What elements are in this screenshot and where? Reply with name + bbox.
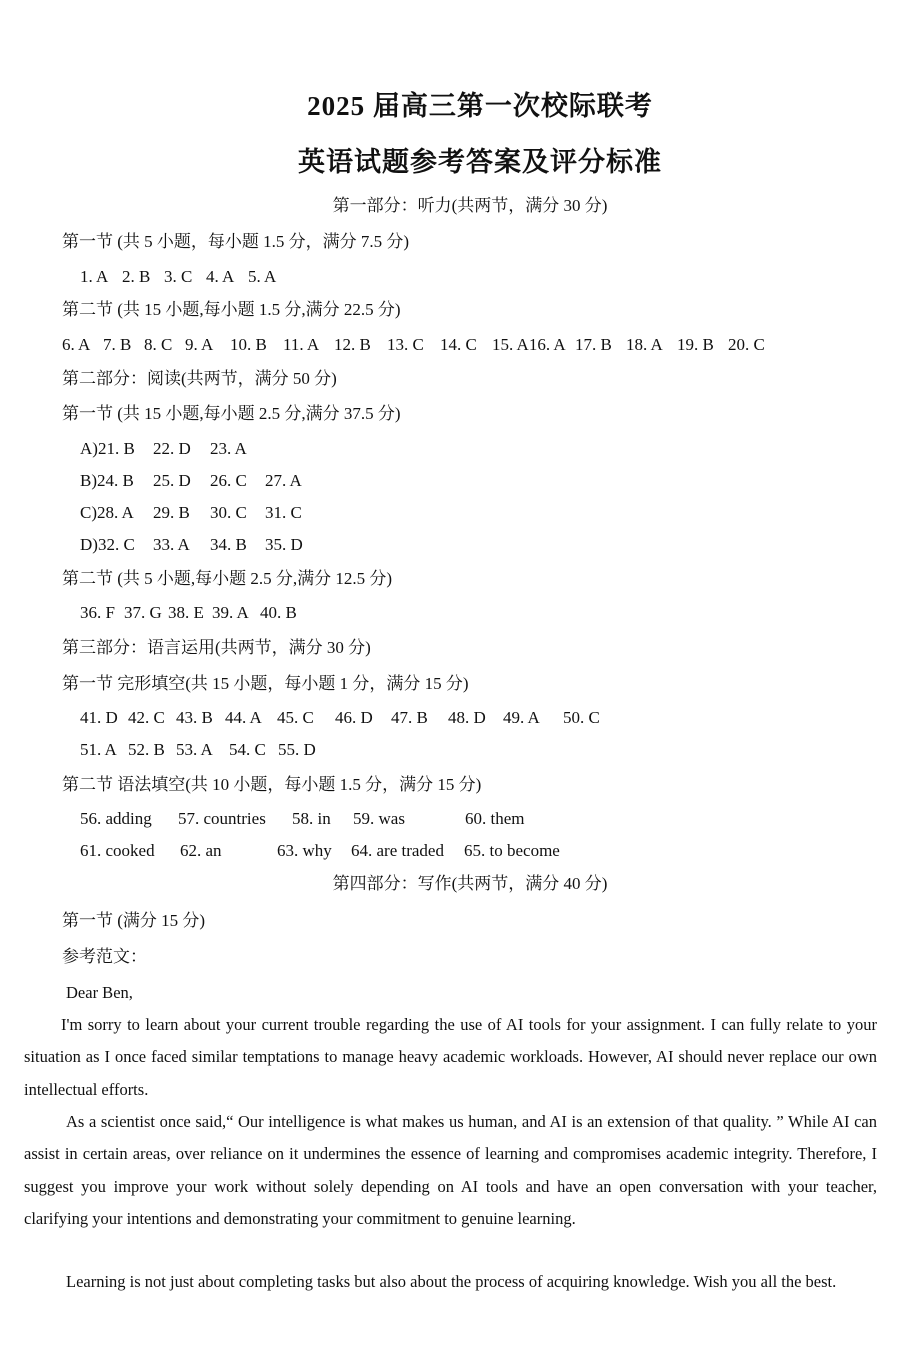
part1-section1-heading: 第一节 (共 5 小题，每小题 1.5 分，满分 7.5 分) (62, 232, 410, 251)
answer-item: 18. A (626, 335, 663, 354)
answer-item: 14. C (440, 335, 477, 354)
letter-paragraph-2: As a scientist once said,“ Our intelligence is what makes us human, and AI is an extension of that quality. ” While AI can assist in certain areas, over reliance on it undermines the essence of learning and compromises academic integrity. Therefore, I suggest you improve your work without solely depending on AI tools and have an open conversation with your teacher, clarifying your intentions and demonstrating your commitment to genuine learning. (24, 1112, 877, 1228)
part1-heading: 第一部分：听力(共两节，满分 30 分) (332, 196, 608, 215)
sample-essay-label: 参考范文： (62, 947, 147, 966)
letter-paragraph-3: Learning is not just about completing tasks but also about the process of acquiring knowledge. Wish you all the best. (66, 1272, 837, 1291)
part4-heading: 第四部分：写作(共两节，满分 40 分) (332, 874, 608, 893)
answer-item: 48. D (448, 708, 486, 727)
answer-item: 47. B (391, 708, 428, 727)
answer-item: 46. D (335, 708, 373, 727)
answer-item: 2. B (122, 267, 151, 286)
answer-item: 45. C (277, 708, 314, 727)
part1-section2-answers (62, 334, 765, 356)
part3-section2-heading: 第二节 语法填空(共 10 小题，每小题 1.5 分，满分 15 分) (62, 775, 482, 794)
cloze-row-2 (80, 739, 316, 761)
answer-item: 62. an (180, 841, 222, 860)
part1-section2-heading: 第二节 (共 15 小题,每小题 1.5 分,满分 22.5 分) (62, 300, 401, 319)
answer-item: 36. F (80, 603, 115, 622)
answer-item: 9. A (185, 335, 214, 354)
answer-item: 58. in (292, 809, 331, 828)
answer-item: 3. C (164, 267, 193, 286)
answer-item: 12. B (334, 335, 371, 354)
letter-paragraph-1: I'm sorry to learn about your current trouble regarding the use of AI tools for your assignment. I can fully relate to your situation as I once faced similar temptations to manage heavy academic workloads. However, AI should never replace our own intellectual efforts. (24, 1015, 877, 1099)
answer-item: 31. C (265, 503, 302, 522)
answer-item: 54. C (229, 740, 266, 759)
page-subtitle: 英语试题参考答案及评分标准 (298, 147, 662, 177)
answer-item: 42. C (128, 708, 165, 727)
answer-item: 23. A (210, 439, 247, 458)
answer-item: 64. are traded (351, 841, 444, 860)
reading-row-b (80, 470, 302, 492)
answer-item: 51. A (80, 740, 117, 759)
answer-item: 56. adding (80, 809, 152, 828)
answer-item: 19. B (677, 335, 714, 354)
grammar-row-1 (80, 808, 525, 830)
answer-item: 26. C (210, 471, 247, 490)
answer-item: C)28. A (80, 503, 134, 522)
answer-item: 30. C (210, 503, 247, 522)
answer-item: 59. was (353, 809, 405, 828)
grammar-row-2 (80, 840, 560, 862)
part2-section1-heading: 第一节 (共 15 小题,每小题 2.5 分,满分 37.5 分) (62, 404, 401, 423)
part3-heading: 第三部分：语言运用(共两节，满分 30 分) (62, 638, 371, 657)
answer-item: 7. B (103, 335, 132, 354)
answer-item: 17. B (575, 335, 612, 354)
answer-item: 4. A (206, 267, 235, 286)
answer-item: 8. C (144, 335, 173, 354)
cloze-row-1 (80, 707, 600, 729)
answer-item: 22. D (153, 439, 191, 458)
answer-item: 11. A (283, 335, 320, 354)
answer-item: 55. D (278, 740, 316, 759)
answer-item: 57. countries (178, 809, 266, 828)
answer-item: 60. them (465, 809, 525, 828)
answer-item: 13. C (387, 335, 424, 354)
answer-item: 6. A (62, 335, 91, 354)
answer-item: 39. A (212, 603, 249, 622)
answer-item: 35. D (265, 535, 303, 554)
letter-greeting: Dear Ben, (66, 983, 133, 1002)
page-title: 2025 届高三第一次校际联考 (307, 91, 653, 121)
part2-section2-heading: 第二节 (共 5 小题,每小题 2.5 分,满分 12.5 分) (62, 569, 393, 588)
answer-item: 53. A (176, 740, 213, 759)
answer-item: 10. B (230, 335, 267, 354)
answer-item: B)24. B (80, 471, 134, 490)
answer-item: 29. B (153, 503, 190, 522)
answer-item: 49. A (503, 708, 540, 727)
answer-item: 1. A (80, 267, 109, 286)
answer-item: 20. C (728, 335, 765, 354)
answer-item: 5. A (248, 267, 277, 286)
answer-item: 33. A (153, 535, 190, 554)
part1-section1-answers (80, 266, 276, 288)
part3-section1-heading: 第一节 完形填空(共 15 小题，每小题 1 分，满分 15 分) (62, 674, 469, 693)
answer-item: 40. B (260, 603, 297, 622)
reading-row-c (80, 502, 302, 524)
reading-row-a (80, 438, 247, 460)
answer-item: D)32. C (80, 535, 135, 554)
part4-section1-heading: 第一节 (满分 15 分) (62, 911, 206, 930)
answer-item: 41. D (80, 708, 118, 727)
answer-item: 43. B (176, 708, 213, 727)
answer-item: 27. A (265, 471, 302, 490)
answer-item: 63. why (277, 841, 332, 860)
answer-item: 37. G (124, 603, 162, 622)
answer-item: 65. to become (464, 841, 560, 860)
answer-item: 50. C (563, 708, 600, 727)
answer-item: 52. B (128, 740, 165, 759)
answer-item: 38. E (168, 603, 204, 622)
answer-item: 15. A16. A (492, 335, 566, 354)
answer-item: 25. D (153, 471, 191, 490)
part2-heading: 第二部分：阅读(共两节，满分 50 分) (62, 369, 337, 388)
answer-item: A)21. B (80, 439, 135, 458)
answer-item: 44. A (225, 708, 262, 727)
reading-row-d (80, 534, 303, 556)
answer-item: 61. cooked (80, 841, 155, 860)
part2-section2-answers (80, 602, 297, 624)
answer-item: 34. B (210, 535, 247, 554)
